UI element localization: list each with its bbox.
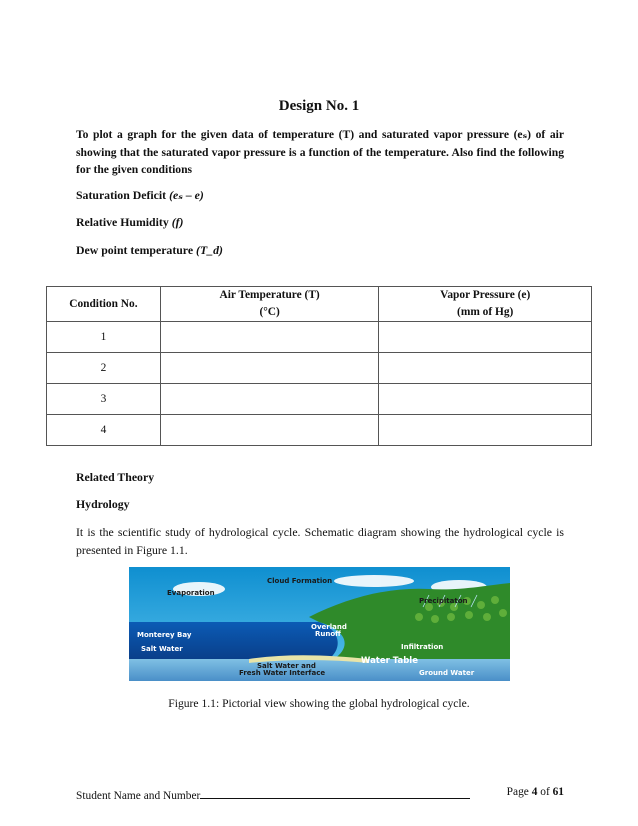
figure-caption: Figure 1.1: Pictorial view showing the global hydrological cycle. bbox=[168, 697, 470, 710]
vapor-pressure-cell[interactable] bbox=[379, 353, 592, 384]
condition-number-cell: 4 bbox=[47, 415, 161, 446]
air-temperature-cell[interactable] bbox=[160, 322, 379, 353]
table-row bbox=[47, 384, 592, 415]
header-air-temperature: Air Temperature (T) (°C) bbox=[160, 287, 379, 322]
label-evaporation: Evaporation bbox=[167, 589, 215, 597]
table-row bbox=[47, 415, 592, 446]
section-heading: Related Theory bbox=[76, 470, 155, 484]
body-text: It is the scientific study of hydrological cycle. Schematic diagram showing the hydrological cycle is presented in Figure 1.1. bbox=[76, 525, 564, 557]
label-monterey-bay: Monterey Bay bbox=[137, 631, 192, 639]
label-infiltration: Infiltration bbox=[401, 643, 444, 651]
header-vapor-pressure: Vapor Pressure (e) (mm of Hg) bbox=[379, 287, 592, 322]
condition-number-cell: 2 bbox=[47, 353, 161, 384]
sea bbox=[129, 622, 338, 659]
label-runoff: Runoff bbox=[315, 630, 341, 638]
label-water-table: Water Table bbox=[361, 656, 418, 666]
air-temperature-cell[interactable] bbox=[160, 415, 379, 446]
page-footer bbox=[76, 786, 564, 802]
subheading: Hydrology bbox=[76, 497, 130, 511]
student-name-label: Student Name and Number bbox=[76, 790, 201, 802]
data-table bbox=[46, 286, 592, 446]
air-temperature-cell[interactable] bbox=[160, 353, 379, 384]
condition-number-cell: 3 bbox=[47, 384, 161, 415]
label-cloud-formation: Cloud Formation bbox=[267, 577, 333, 585]
label-interface-1: Salt Water and bbox=[257, 662, 316, 670]
label-overland: Overland bbox=[311, 623, 347, 631]
label-ground-water: Ground Water bbox=[419, 669, 475, 677]
vapor-pressure-cell[interactable] bbox=[379, 384, 592, 415]
condition-symbol: (T_d) bbox=[196, 243, 223, 257]
page-number: Page 4 of 61 bbox=[506, 786, 564, 798]
condition-dew-point bbox=[76, 243, 223, 258]
label-interface-2: Fresh Water Interface bbox=[239, 669, 326, 677]
table-header-row bbox=[47, 287, 592, 322]
condition-symbol: (eₛ – e) bbox=[169, 188, 204, 202]
hydrological-cycle-figure bbox=[129, 567, 510, 681]
condition-number-cell: 1 bbox=[47, 322, 161, 353]
air-temperature-cell[interactable] bbox=[160, 384, 379, 415]
vapor-pressure-cell[interactable] bbox=[379, 415, 592, 446]
condition-label: Dew point temperature bbox=[76, 243, 194, 257]
condition-label: Saturation Deficit bbox=[76, 188, 167, 202]
header-condition-no: Condition No. bbox=[47, 287, 161, 322]
condition-symbol: (f) bbox=[171, 215, 184, 229]
condition-label: Relative Humidity bbox=[76, 215, 169, 229]
condition-saturation-deficit bbox=[76, 188, 204, 203]
student-name-line[interactable] bbox=[200, 786, 470, 799]
objective-text: To plot a graph for the given data of temperature (T) and saturated vapor pressure (eₛ) of air showing that the saturated vapor pressure is a function of the temperature. Also find the following for the given conditions bbox=[76, 128, 564, 176]
vapor-pressure-cell[interactable] bbox=[379, 322, 592, 353]
condition-relative-humidity bbox=[76, 215, 183, 230]
label-salt-water: Salt Water bbox=[141, 645, 183, 653]
table-row bbox=[47, 353, 592, 384]
page-title: Design No. 1 bbox=[278, 98, 360, 114]
table-row bbox=[47, 322, 592, 353]
label-precipitation: Precipitaton bbox=[419, 597, 468, 605]
